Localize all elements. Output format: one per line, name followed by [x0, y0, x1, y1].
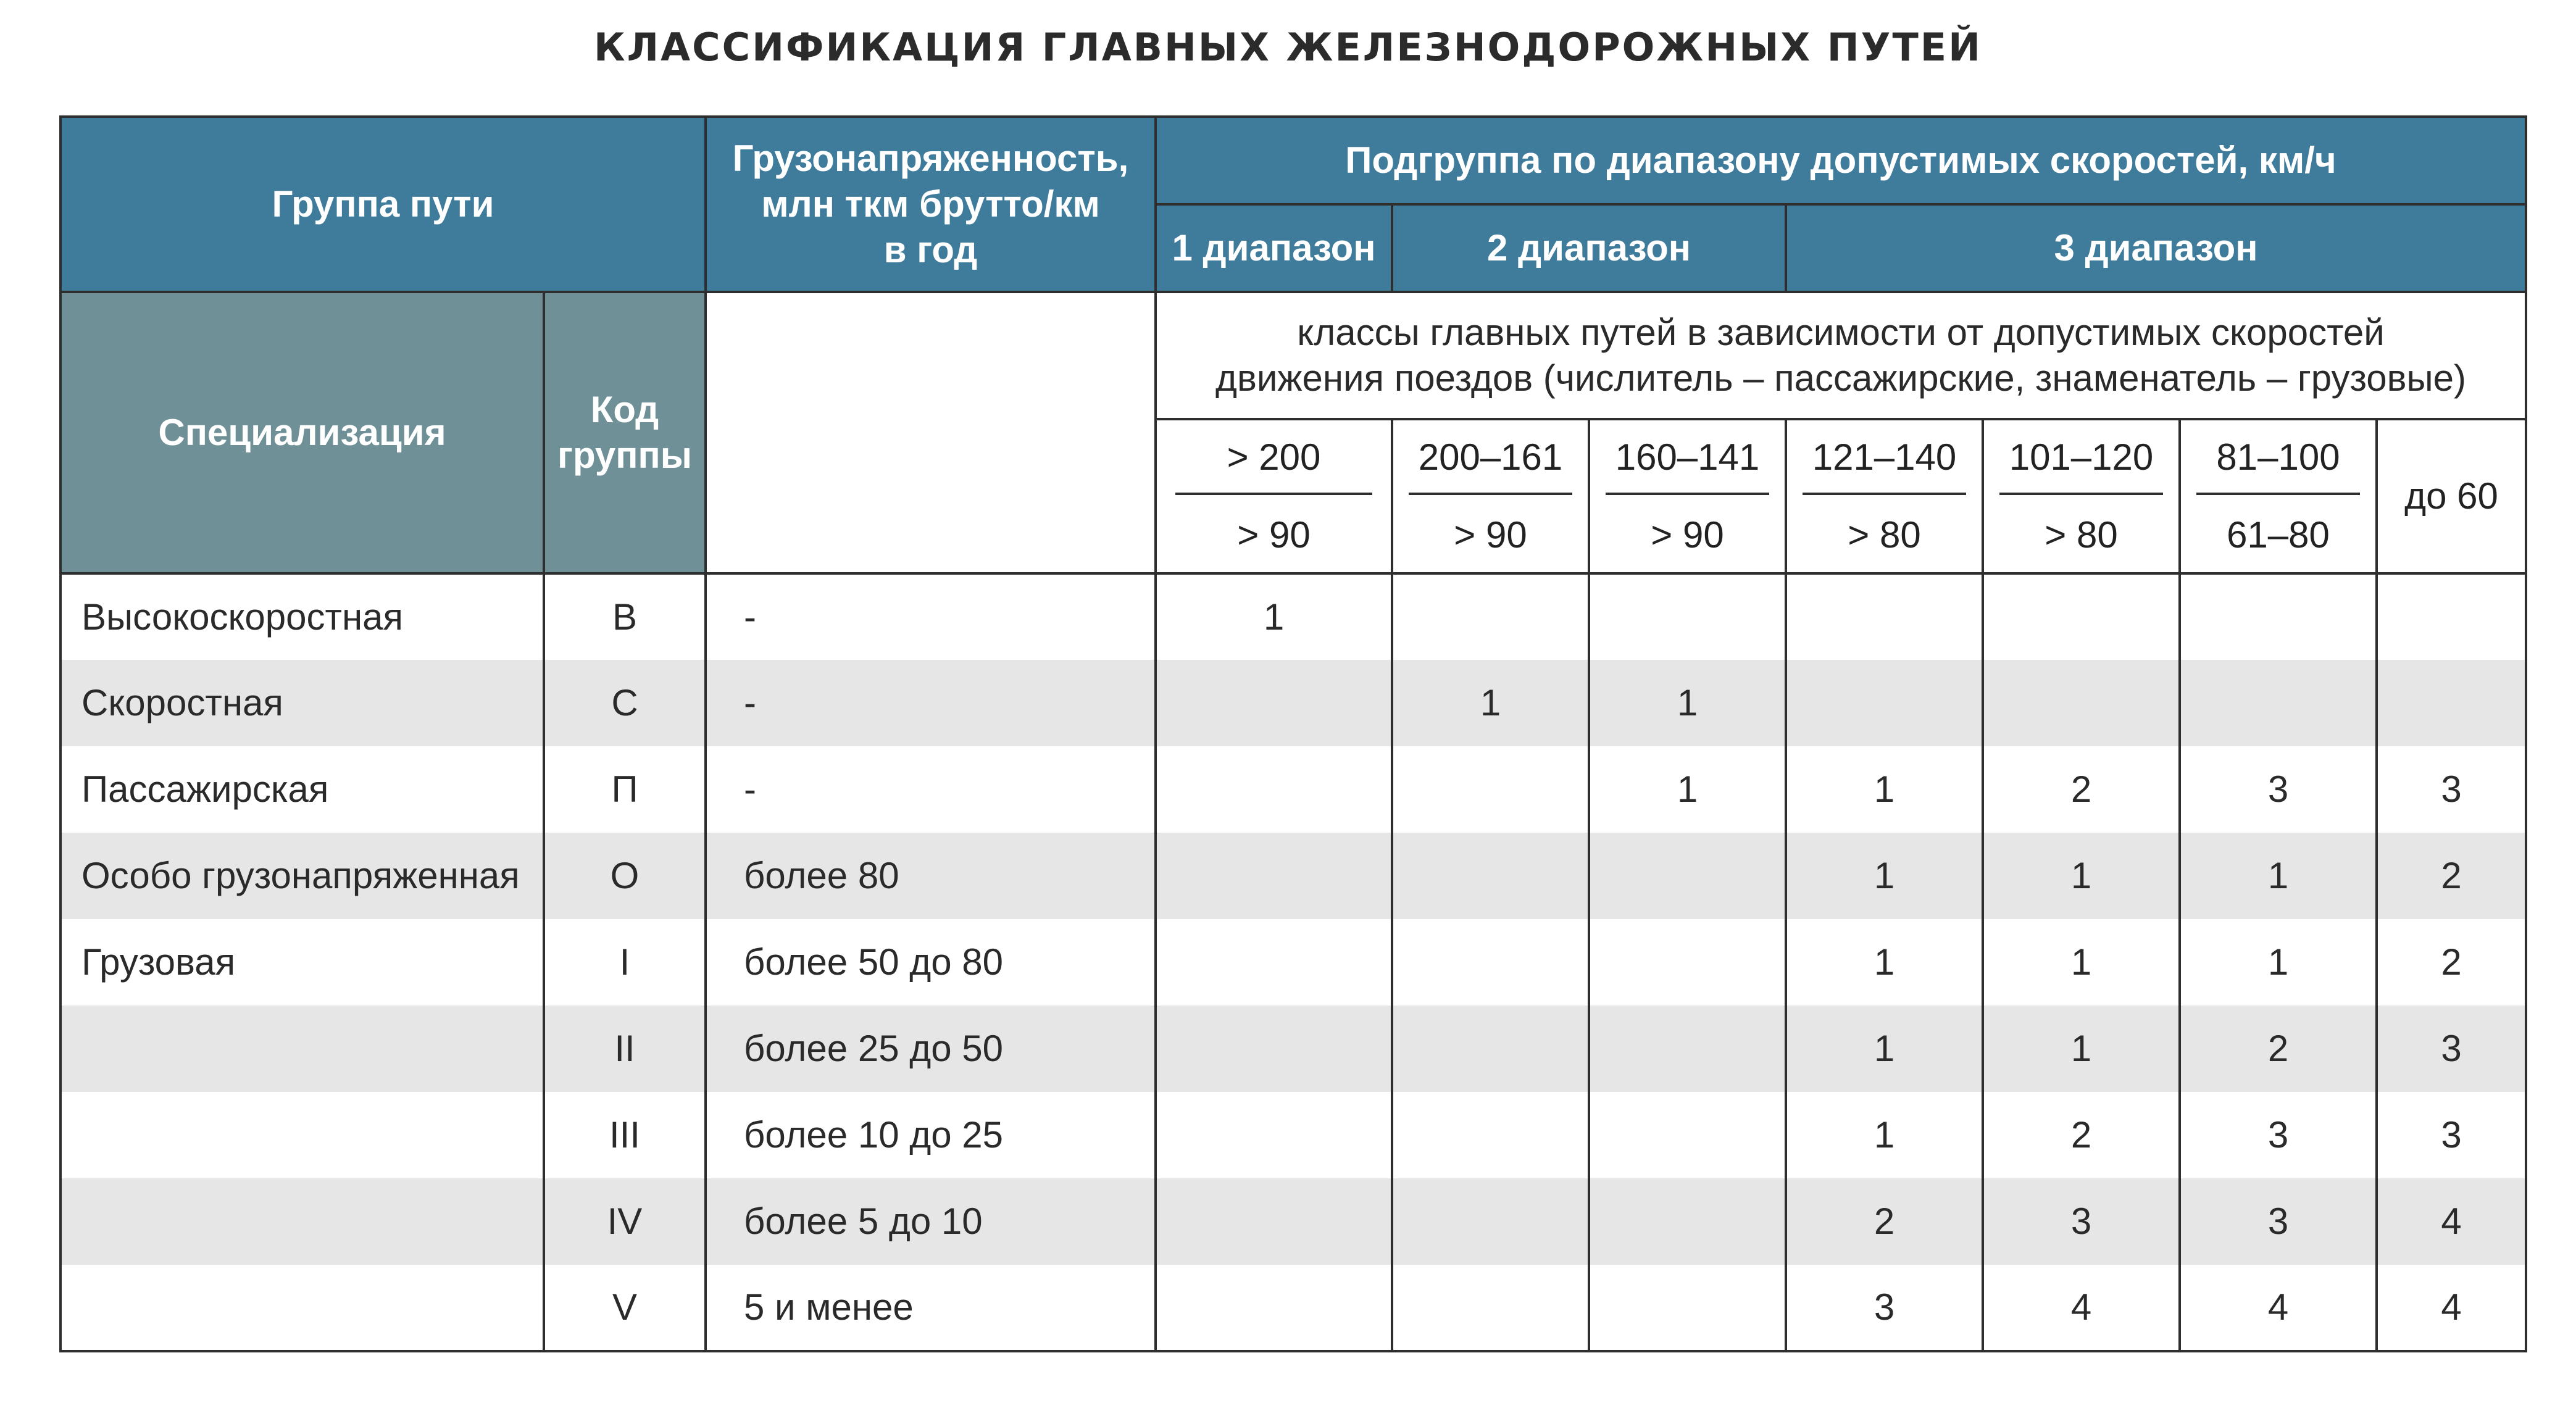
cell-class: 1 — [1786, 833, 1983, 919]
header-code: Код группы — [544, 292, 706, 573]
page-title: КЛАССИФИКАЦИЯ ГЛАВНЫХ ЖЕЛЕЗНОДОРОЖНЫХ ПУТЕЙ — [593, 25, 1983, 70]
cell-load: - — [706, 660, 1156, 746]
speed-numerator: 200–161 — [1418, 436, 1563, 478]
speed-header-1 — [1156, 419, 1392, 573]
speed-header-3 — [1589, 419, 1786, 573]
speed-numerator: > 200 — [1227, 436, 1321, 478]
cell-class — [1589, 1006, 1786, 1092]
cell-specialization — [60, 1092, 544, 1178]
cell-class: 1 — [2180, 919, 2377, 1006]
cell-class — [1983, 573, 2180, 660]
cell-class: 1 — [1589, 746, 1786, 833]
cell-class — [1589, 833, 1786, 919]
table-row — [60, 1006, 2526, 1092]
cell-class — [1392, 919, 1589, 1006]
table-row — [60, 746, 2526, 833]
speed-fraction — [1393, 435, 1588, 558]
speed-fraction — [1590, 435, 1785, 558]
table-row — [60, 1092, 2526, 1178]
cell-class — [1786, 573, 1983, 660]
header-subgroup: Подгруппа по диапазону допустимых скоростей, км/ч — [1156, 117, 2526, 204]
cell-class: 1 — [1589, 660, 1786, 746]
header-range-1: 1 диапазон — [1156, 204, 1392, 292]
speed-fraction — [1157, 435, 1391, 558]
cell-class: 1 — [1786, 746, 1983, 833]
header-class-note: классы главных путей в зависимости от допустимых скоростей движения поездов (числитель – пассажирские, знаменатель – грузовые) — [1156, 292, 2526, 419]
cell-class — [1392, 1092, 1589, 1178]
speed-last-header: до 60 — [2377, 419, 2526, 573]
cell-class: 1 — [1392, 660, 1589, 746]
cell-specialization — [60, 1178, 544, 1265]
cell-code: IV — [544, 1178, 706, 1265]
header-load: Грузонапряженность, млн ткм брутто/км в год — [706, 117, 1156, 292]
header-group: Группа пути — [60, 117, 706, 292]
speed-header-6 — [2180, 419, 2377, 573]
cell-specialization: Пассажирская — [60, 746, 544, 833]
cell-class: 2 — [2180, 1006, 2377, 1092]
cell-code: III — [544, 1092, 706, 1178]
cell-class: 2 — [1786, 1178, 1983, 1265]
cell-class — [1589, 919, 1786, 1006]
header-specialization: Специализация — [60, 292, 544, 573]
speed-numerator: 121–140 — [1812, 436, 1957, 478]
cell-class: 3 — [2377, 1092, 2526, 1178]
table-row — [60, 1178, 2526, 1265]
cell-class — [1156, 746, 1392, 833]
header-load-blank — [706, 292, 1156, 573]
cell-class — [1156, 1092, 1392, 1178]
speed-fraction — [2181, 435, 2375, 558]
cell-load: более 5 до 10 — [706, 1178, 1156, 1265]
cell-class: 2 — [2377, 919, 2526, 1006]
cell-class — [1786, 660, 1983, 746]
speed-denominator: > 90 — [1454, 514, 1527, 556]
cell-class: 3 — [2377, 746, 2526, 833]
header-range-2: 2 диапазон — [1392, 204, 1786, 292]
cell-class — [1392, 1178, 1589, 1265]
cell-specialization: Особо грузонапряженная — [60, 833, 544, 919]
speed-denominator: > 90 — [1651, 514, 1724, 556]
cell-class: 4 — [2377, 1265, 2526, 1351]
cell-code: II — [544, 1006, 706, 1092]
speed-header-4 — [1786, 419, 1983, 573]
cell-code: В — [544, 573, 706, 660]
speed-denominator: > 80 — [2045, 514, 2118, 556]
cell-class: 3 — [2180, 1092, 2377, 1178]
cell-load: 5 и менее — [706, 1265, 1156, 1351]
cell-load: - — [706, 573, 1156, 660]
cell-class — [1392, 573, 1589, 660]
cell-class: 1 — [1786, 1092, 1983, 1178]
cell-class: 2 — [1983, 1092, 2180, 1178]
cell-code: П — [544, 746, 706, 833]
cell-class: 1 — [1983, 919, 2180, 1006]
cell-code: О — [544, 833, 706, 919]
cell-class — [1156, 660, 1392, 746]
cell-class: 3 — [2377, 1006, 2526, 1092]
cell-specialization: Скоростная — [60, 660, 544, 746]
table-row — [60, 833, 2526, 919]
header-range-3: 3 диапазон — [1786, 204, 2526, 292]
cell-specialization: Грузовая — [60, 919, 544, 1006]
speed-numerator: 81–100 — [2216, 436, 2340, 478]
cell-class — [1156, 919, 1392, 1006]
cell-code: С — [544, 660, 706, 746]
cell-class: 1 — [1983, 1006, 2180, 1092]
cell-code: V — [544, 1265, 706, 1351]
cell-class — [1392, 1006, 1589, 1092]
cell-class: 2 — [1983, 746, 2180, 833]
cell-specialization: Высокоскоростная — [60, 573, 544, 660]
cell-class: 2 — [2377, 833, 2526, 919]
cell-class: 1 — [1786, 919, 1983, 1006]
cell-class: 1 — [1786, 1006, 1983, 1092]
speed-fraction — [1984, 435, 2178, 558]
speed-denominator: > 90 — [1237, 514, 1311, 556]
cell-load: более 25 до 50 — [706, 1006, 1156, 1092]
cell-class — [1156, 1178, 1392, 1265]
cell-class — [2180, 660, 2377, 746]
cell-class — [1392, 746, 1589, 833]
table-row — [60, 1265, 2526, 1351]
cell-class: 1 — [2180, 833, 2377, 919]
cell-class: 4 — [2377, 1178, 2526, 1265]
table-row — [60, 573, 2526, 660]
speed-fraction — [1787, 435, 1982, 558]
cell-class — [1156, 1265, 1392, 1351]
speed-header-5 — [1983, 419, 2180, 573]
speed-numerator: 101–120 — [2009, 436, 2154, 478]
cell-class: 1 — [1156, 573, 1392, 660]
cell-class — [1156, 833, 1392, 919]
cell-class — [2180, 573, 2377, 660]
cell-class — [1392, 1265, 1589, 1351]
cell-class — [1983, 660, 2180, 746]
cell-class — [1589, 1092, 1786, 1178]
speed-numerator: 160–141 — [1615, 436, 1760, 478]
cell-class — [1589, 1265, 1786, 1351]
classification-table — [59, 115, 2527, 1352]
cell-load: более 50 до 80 — [706, 919, 1156, 1006]
cell-class — [1156, 1006, 1392, 1092]
cell-class — [1392, 833, 1589, 919]
cell-class: 4 — [1983, 1265, 2180, 1351]
cell-specialization — [60, 1006, 544, 1092]
speed-denominator: 61–80 — [2227, 514, 2330, 556]
cell-class — [2377, 573, 2526, 660]
speed-denominator: > 80 — [1848, 514, 1921, 556]
cell-load: - — [706, 746, 1156, 833]
cell-class — [2377, 660, 2526, 746]
cell-class: 3 — [1786, 1265, 1983, 1351]
cell-class: 3 — [1983, 1178, 2180, 1265]
cell-code: I — [544, 919, 706, 1006]
cell-class: 3 — [2180, 746, 2377, 833]
cell-class — [1589, 573, 1786, 660]
cell-specialization — [60, 1265, 544, 1351]
cell-load: более 10 до 25 — [706, 1092, 1156, 1178]
table-row — [60, 919, 2526, 1006]
cell-class — [1589, 1178, 1786, 1265]
cell-class: 1 — [1983, 833, 2180, 919]
cell-class: 4 — [2180, 1265, 2377, 1351]
speed-header-2 — [1392, 419, 1589, 573]
cell-load: более 80 — [706, 833, 1156, 919]
cell-class: 3 — [2180, 1178, 2377, 1265]
table-row — [60, 660, 2526, 746]
